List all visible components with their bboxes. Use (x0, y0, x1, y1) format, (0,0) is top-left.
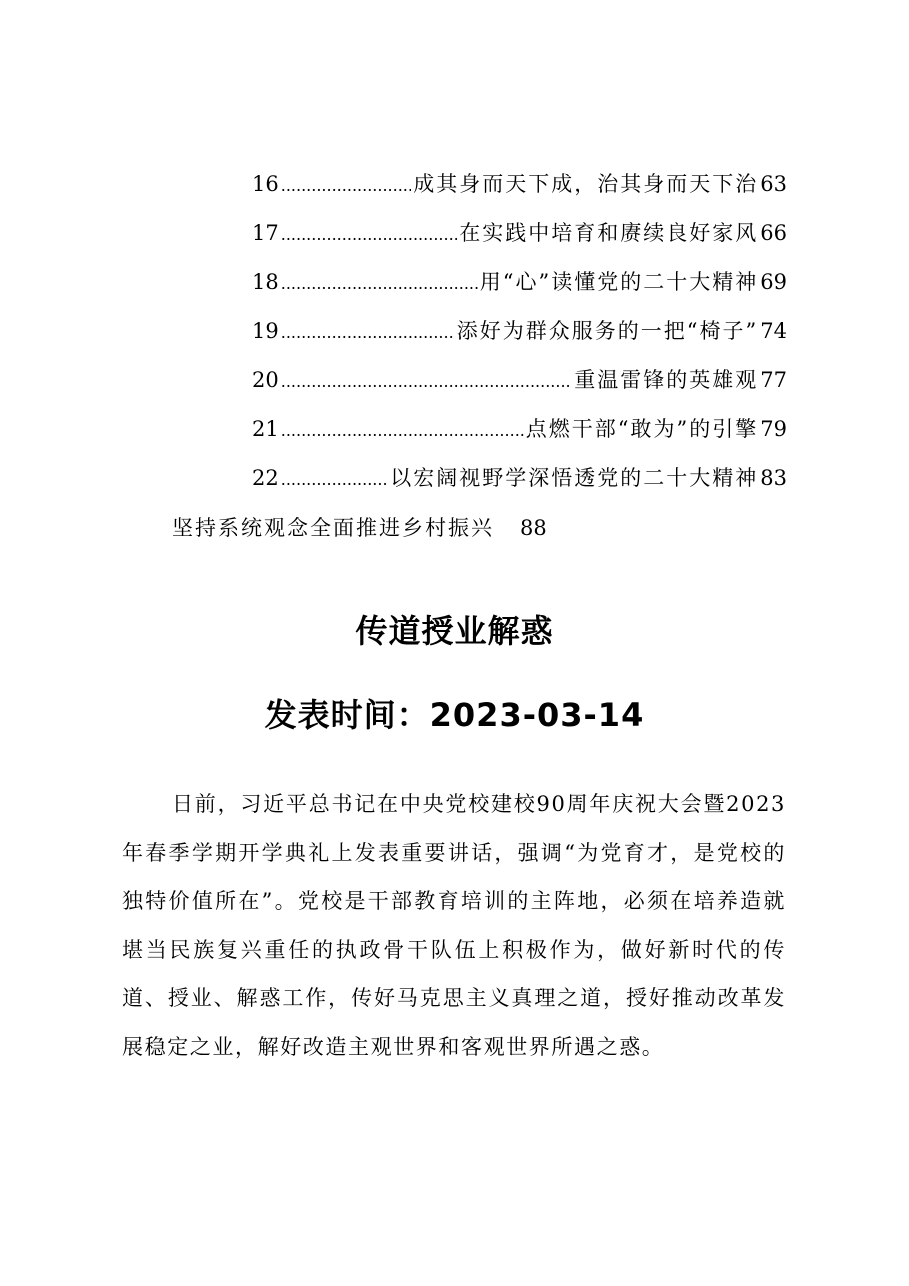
toc-entry-number: 21 (252, 417, 279, 441)
toc-leader-dots (281, 323, 455, 342)
toc-entry-title: 在实践中培育和赓续良好家风 (459, 221, 759, 245)
toc-entry-title: 添好为群众服务的一把“椅子” (456, 319, 759, 343)
toc-entry[interactable] (252, 413, 787, 462)
toc-leader-dots (281, 225, 458, 244)
toc-entry[interactable] (252, 217, 787, 266)
toc-entry-number: 22 (252, 466, 279, 490)
toc-entry[interactable] (252, 168, 787, 217)
toc-leader-dots (281, 372, 573, 391)
article-paragraph: 日前，习近平总书记在中央党校建校90周年庆祝大会暨2023年春季学期开学典礼上发表重要讲话，强调“为党育才，是党校的独特价值所在”。党校是干部教育培训的主阵地，必须在培养造就堪当民族复兴重任的执政骨干队伍上积极作为，做好新时代的传道、授业、解惑工作，传好马克思主义真理之道，授好推动改革发展稳定之业，解好改造主观世界和客观世界所遇之惑。 (122, 792, 786, 1059)
toc-entry[interactable] (252, 462, 787, 511)
table-of-contents (252, 168, 787, 511)
toc-leader-dots (281, 274, 478, 293)
toc-entry-last[interactable] (172, 512, 547, 542)
toc-entry-page: 69 (760, 270, 787, 294)
toc-entry-title: 成其身而天下成，治其身而天下治 (413, 172, 759, 196)
toc-entry[interactable] (252, 266, 787, 315)
toc-entry-page: 83 (760, 466, 787, 490)
toc-entry-title: 用“心”读懂党的二十大精神 (479, 270, 759, 294)
toc-entry-page: 77 (760, 368, 787, 392)
toc-entry-title: 点燃干部“敢为”的引擎 (525, 417, 759, 441)
toc-entry-page: 63 (760, 172, 787, 196)
toc-leader-dots (281, 176, 412, 195)
toc-entry-page: 88 (520, 516, 547, 540)
toc-entry-number: 16 (252, 172, 279, 196)
toc-entry-page: 66 (760, 221, 787, 245)
toc-entry-number: 19 (252, 319, 279, 343)
toc-entry-title: 以宏阔视野学深悟透党的二十大精神 (390, 466, 759, 490)
toc-entry[interactable] (252, 364, 787, 413)
toc-entry-number: 20 (252, 368, 279, 392)
toc-entry-title: 重温雷锋的英雄观 (574, 368, 759, 392)
toc-entry-page: 74 (760, 319, 787, 343)
toc-entry-title: 坚持系统观念全面推进乡村振兴 (172, 516, 494, 540)
toc-leader-dots (281, 470, 389, 489)
publish-date: 发表时间：2023-03-14 (264, 696, 645, 734)
toc-entry-number: 17 (252, 221, 279, 245)
toc-entry[interactable] (252, 315, 787, 364)
toc-entry-page: 79 (760, 417, 787, 441)
toc-leader-dots (281, 421, 524, 440)
article-title: 传道授业解惑 (355, 612, 554, 650)
toc-entry-number: 18 (252, 270, 279, 294)
